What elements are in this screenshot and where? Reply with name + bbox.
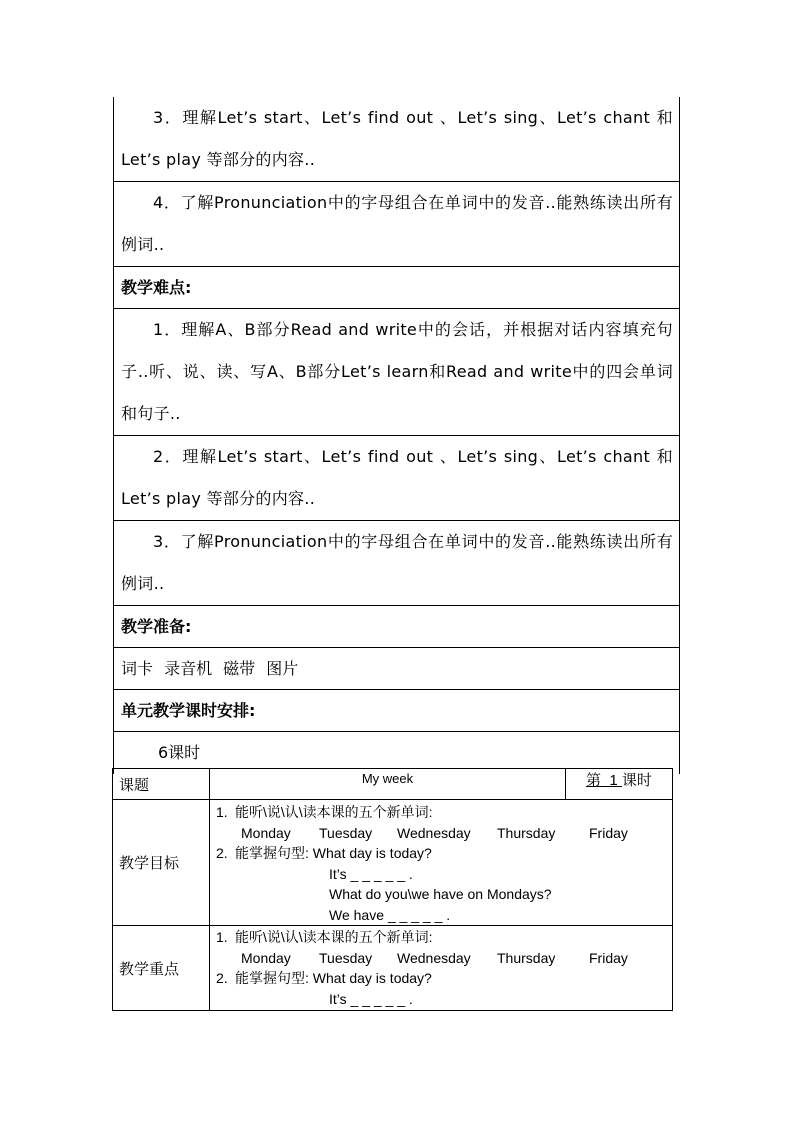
- schedule-hours: 6课时: [158, 743, 201, 762]
- focus-label: 教学重点: [113, 926, 210, 1011]
- preparation-heading: 教学准备:: [121, 617, 192, 636]
- goals-days: [210, 823, 672, 844]
- difficulty-heading: 教学难点:: [121, 278, 192, 297]
- day-friday: Friday: [589, 824, 628, 841]
- objective-item-3-text: 3．理解Let’s start、Let’s find out 、Let’s sing、Let’s chant 和 Let’s play 等部分的内容..: [121, 108, 673, 169]
- schedule-heading: 单元教学课时安排:: [121, 701, 256, 720]
- day-monday: Monday: [241, 824, 291, 841]
- difficulty-item-3: [114, 521, 679, 606]
- goals-label: 教学目标: [113, 800, 210, 926]
- focus-days: [210, 948, 672, 969]
- preparation-items: 词卡 录音机 磁带 图片: [121, 659, 299, 678]
- focus-line-1-text: 能听\说\认\读本课的五个新单词:: [235, 929, 433, 945]
- goals-line-1: 1. 能听\说\认\读本课的五个新单词:: [216, 804, 433, 820]
- topic-value: My week: [210, 769, 566, 800]
- difficulty-heading-row: [114, 267, 679, 309]
- goals-question-2: What do you\we have on Mondays?: [329, 886, 552, 902]
- day-thursday: Thursday: [497, 824, 556, 841]
- goals-line-2-text: 能掌握句型: What day is today?: [235, 845, 432, 861]
- difficulty-item-2: [114, 436, 679, 521]
- focus-day-monday: Monday: [241, 949, 291, 966]
- focus-its: It’s _ _ _ _ _ .: [329, 990, 413, 1007]
- focus-line-2-text: 能掌握句型: What day is today?: [235, 970, 432, 986]
- preparation-heading-row: [114, 606, 679, 648]
- lesson-prefix: 第: [586, 772, 602, 789]
- focus-day-wednesday: Wednesday: [397, 949, 471, 966]
- focus-row: [113, 926, 673, 1011]
- focus-day-friday: Friday: [589, 949, 628, 966]
- focus-day-thursday: Thursday: [497, 949, 556, 966]
- lesson-detail-table: [112, 768, 673, 1011]
- lesson-suffix: 课时: [621, 772, 652, 789]
- preparation-items-row: [114, 648, 679, 690]
- schedule-heading-row: [114, 690, 679, 732]
- goals-row: [113, 800, 673, 926]
- lesson-number-cell: [566, 769, 673, 800]
- goals-line-2: 2. 能掌握句型: What day is today?: [216, 845, 432, 861]
- goals-content: [210, 800, 673, 926]
- difficulty-item-1: [114, 309, 679, 436]
- focus-day-tuesday: Tuesday: [319, 949, 373, 966]
- topic-row: [113, 769, 673, 800]
- lesson-number: 1: [609, 772, 618, 789]
- goals-its: It’s _ _ _ _ _ .: [329, 865, 413, 882]
- difficulty-item-3-text: 3．了解Pronunciation中的字母组合在单词中的发音..能熟练读出所有例词..: [121, 532, 673, 593]
- focus-content: [210, 926, 673, 1011]
- objective-item-4: [114, 182, 679, 267]
- day-tuesday: Tuesday: [319, 824, 373, 841]
- focus-line-2: 2. 能掌握句型: What day is today?: [216, 970, 432, 986]
- topic-label: 课题: [113, 769, 210, 800]
- day-wednesday: Wednesday: [397, 824, 471, 841]
- goals-we-have: We have _ _ _ _ _ .: [329, 906, 451, 923]
- objective-item-4-text: 4．了解Pronunciation中的字母组合在单词中的发音..能熟练读出所有例词..: [121, 193, 673, 254]
- lesson-plan-upper-table: [113, 97, 680, 774]
- difficulty-item-1-text: 1．理解A、B部分Read and write中的会话，并根据对话内容填充句子..听、说、读、写A、B部分Let’s learn和Read and write中的四会单词和句子..: [121, 320, 673, 423]
- difficulty-item-2-text: 2．理解Let’s start、Let’s find out 、Let’s sing、Let’s chant 和 Let’s play 等部分的内容..: [121, 447, 673, 508]
- goals-line-1-text: 能听\说\认\读本课的五个新单词:: [235, 804, 433, 820]
- focus-line-1: 1. 能听\说\认\读本课的五个新单词:: [216, 929, 433, 945]
- objective-item-3: [114, 97, 679, 182]
